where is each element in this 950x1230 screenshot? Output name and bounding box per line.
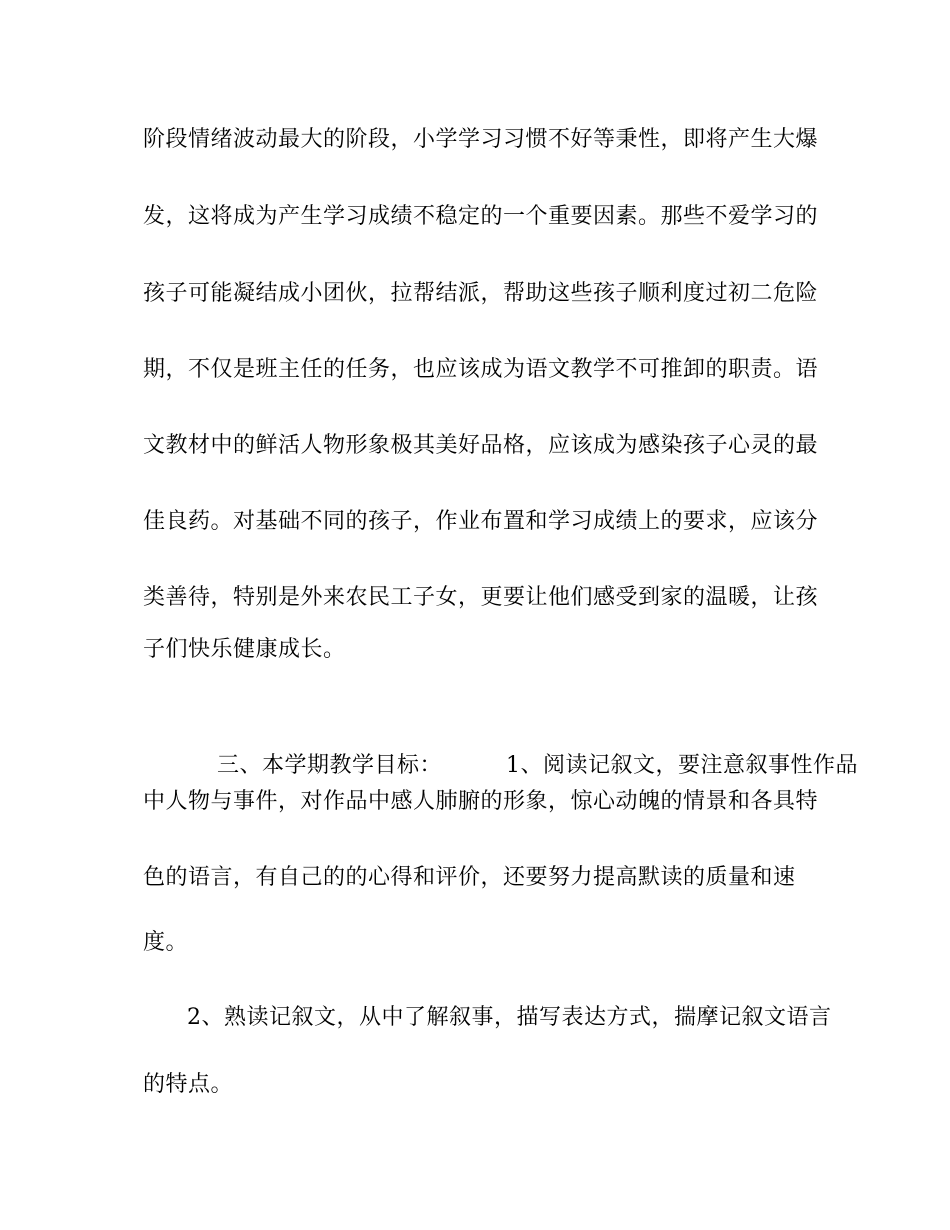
paragraph-line: 色的语言，有自己的的心得和评价，还要努力提高默读的质量和速 [143,865,796,890]
paragraph-line: 类善待，特别是外来农民工子女，更要让他们感受到家的温暖，让孩 [143,585,819,610]
paragraph-line: 发，这将成为产生学习成绩不稳定的一个重要因素。那些不爱学习的 [143,204,819,229]
paragraph-line: 度。 [143,930,189,955]
paragraph-line: 佳良药。对基础不同的孩子，作业布置和学习成绩上的要求，应该分 [143,509,819,534]
paragraph-line: 的特点。 [143,1072,234,1097]
paragraph-line: 子们快乐健康成长。 [143,637,346,662]
goal-item-1-start: 1、阅读记叙文，要注意叙事性作品 [506,753,858,778]
paragraph-line: 文教材中的鲜活人物形象极其美好品格，应该成为感染孩子心灵的最 [143,433,819,458]
section-heading: 三、本学期教学目标： [216,753,442,778]
paragraph-line: 期，不仅是班主任的任务，也应该成为语文教学不可推卸的职责。语 [143,357,819,382]
paragraph-line: 阶段情绪波动最大的阶段，小学学习习惯不好等秉性，即将产生大爆 [143,127,819,152]
paragraph-line: 孩子可能凝结成小团伙，拉帮结派，帮助这些孩子顺利度过初二危险 [143,281,819,306]
section-heading-line [187,706,858,778]
paragraph-line: 中人物与事件，对作品中感人肺腑的形象，惊心动魄的情景和各具特 [143,789,819,814]
goal-item-2: 2、熟读记叙文，从中了解叙事，描写表达方式，揣摩记叙文语言 [187,1005,832,1030]
